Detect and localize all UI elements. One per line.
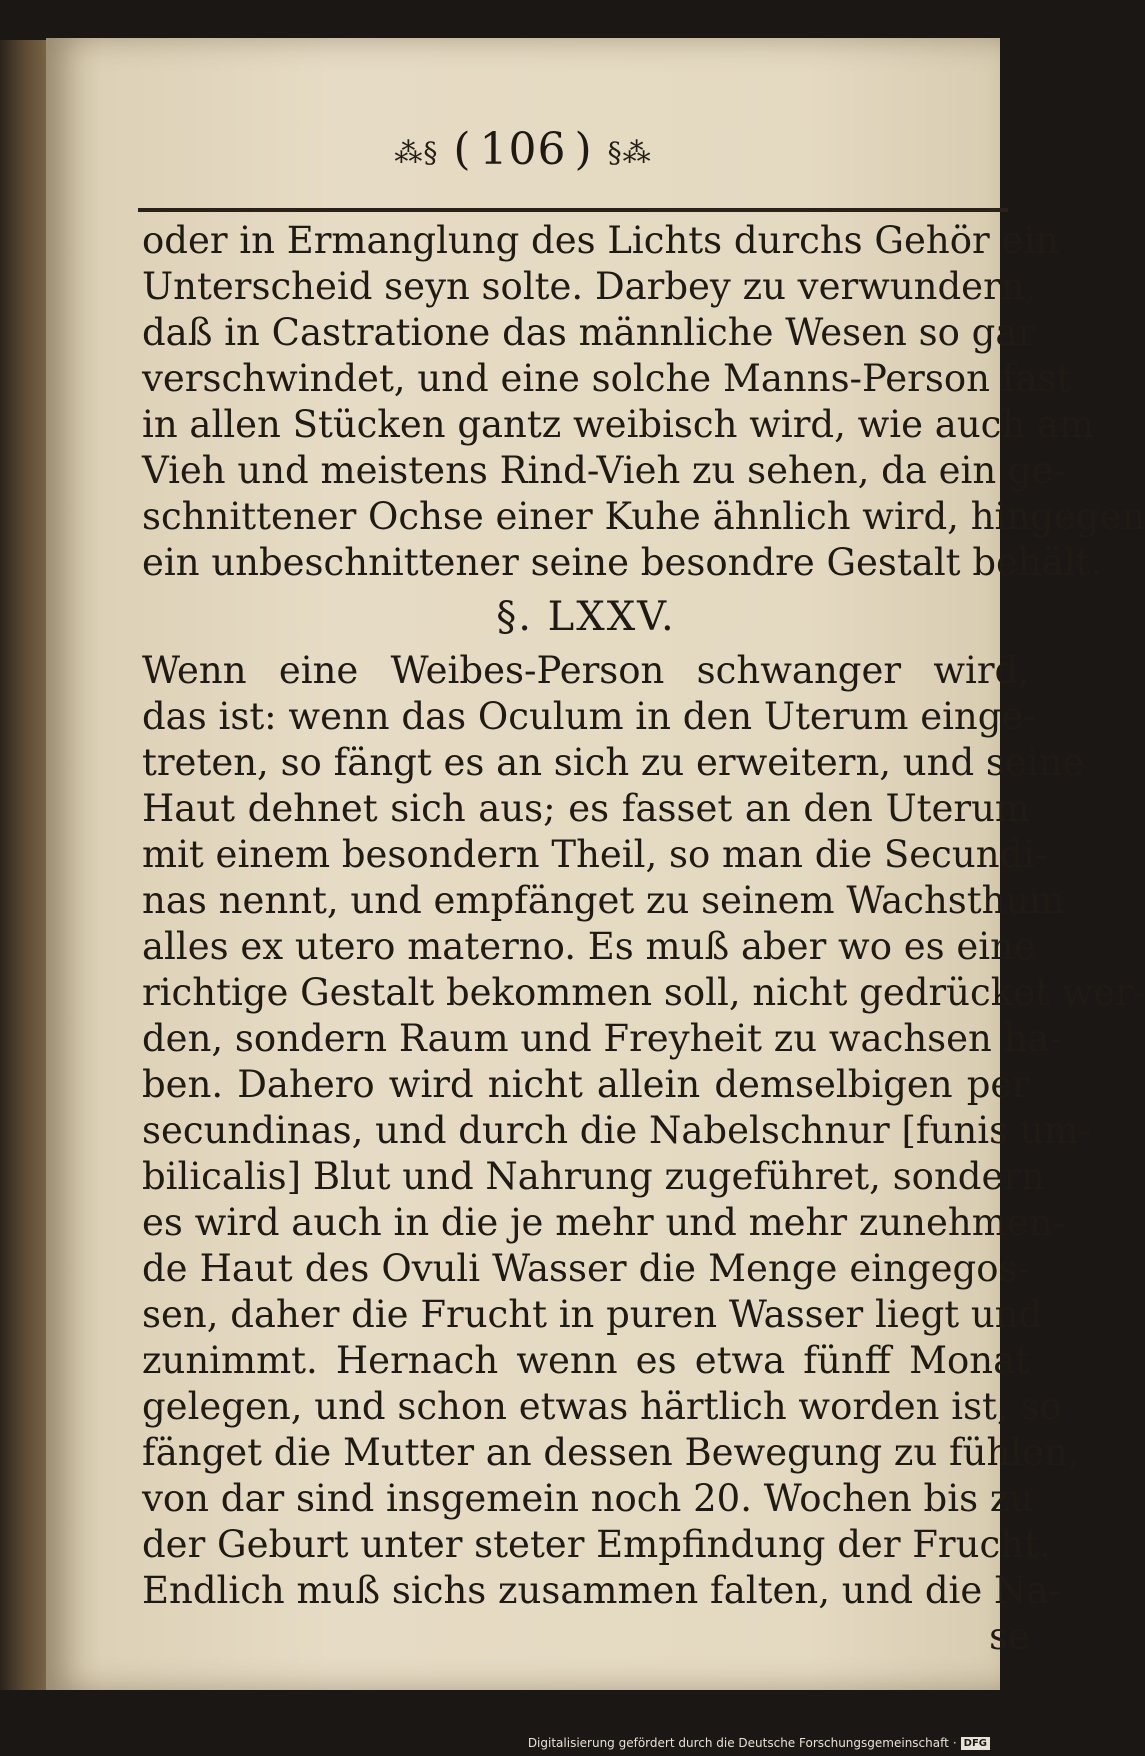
page-number: 106: [479, 124, 567, 175]
section-line: treten, so fängt es an sich zu erweitern, und seine: [142, 741, 1085, 784]
section-line: secundinas, und durch die Nabelschnur [funis um-: [142, 1109, 1092, 1152]
section-line: das ist: wenn das Oculum in den Uterum einge-: [142, 695, 1036, 738]
section-line: sen, daher die Frucht in puren Wasser liegt und: [142, 1293, 1043, 1336]
section-line: der Geburt unter steter Empfindung der Frucht.: [142, 1523, 1051, 1566]
section-line: zunimmt. Hernach wenn es etwa fünff Monat: [142, 1339, 1030, 1382]
credit-separator: ·: [952, 1736, 957, 1750]
section-heading: §. LXXV.: [496, 594, 676, 640]
section-line: von dar sind insgemein noch 20. Wochen bis zu: [142, 1477, 1034, 1520]
text-line: oder in Ermanglung des Lichts durchs Gehör ein: [142, 219, 1059, 262]
catchword: se: [989, 1615, 1030, 1658]
header-ornament-right: §⁂: [607, 136, 652, 169]
text-line: in allen Stücken gantz weibisch wird, wie auch am: [142, 403, 1095, 446]
section-line: den, sondern Raum und Freyheit zu wachsen ha-: [142, 1017, 1063, 1060]
dfg-logo: DFG: [961, 1737, 990, 1750]
paren-open: (: [453, 124, 472, 175]
text-line: Vieh und meistens Rind-Vieh zu sehen, da ein ge-: [142, 449, 1067, 492]
section-line: Endlich muß sichs zusammen falten, und die Na-: [142, 1569, 1061, 1612]
section-line: alles ex utero materno. Es muß aber wo es eine: [142, 925, 1036, 968]
paren-close: ): [574, 124, 593, 175]
page-header: [46, 124, 1000, 175]
header-rule: [138, 208, 1008, 212]
section-line: gelegen, und schon etwas härtlich worden ist, so: [142, 1385, 1062, 1428]
section-line: mit einem besondern Theil, so man die Secundi-: [142, 833, 1048, 876]
body-text: [142, 218, 1145, 1660]
section-line: richtige Gestalt bekommen soll, nicht gedrücket wer-: [142, 971, 1145, 1014]
section-line: es wird auch in die je mehr und mehr zunehmen-: [142, 1201, 1066, 1244]
book-page: [46, 38, 1145, 1690]
text-line: verschwindet, und eine solche Manns-Person fast: [142, 357, 1072, 400]
text-line: Unterscheid seyn solte. Darbey zu verwundern,: [142, 265, 1037, 308]
section-line: Haut dehnet sich aus; es fasset an den Uterum: [142, 787, 1030, 830]
credit-text: Digitalisierung gefördert durch die Deutsche Forschungsgemeinschaft: [527, 1736, 949, 1750]
text-line: ein unbeschnittener seine besondre Gestalt behält.: [142, 541, 1103, 584]
digitization-credit: [528, 1736, 990, 1750]
header-ornament-left: ⁂§: [394, 136, 439, 169]
section-line: de Haut des Ovuli Wasser die Menge eingegos-: [142, 1247, 1030, 1290]
section-line: ben. Dahero wird nicht allein demselbigen per: [142, 1063, 1030, 1106]
text-line: daß in Castratione das männliche Wesen so gar: [142, 311, 1036, 354]
section-line: bilicalis] Blut und Nahrung zugeführet, sondern: [142, 1155, 1045, 1198]
text-line: schnittener Ochse einer Kuhe ähnlich wird, hingegen: [142, 495, 1145, 538]
section-line: Wenn eine Weibes-Person schwanger wird,: [142, 649, 1030, 692]
section-line: fänget die Mutter an dessen Bewegung zu fühlen,: [142, 1431, 1080, 1474]
section-line: nas nennt, und empfänget zu seinem Wachsthum: [142, 879, 1065, 922]
